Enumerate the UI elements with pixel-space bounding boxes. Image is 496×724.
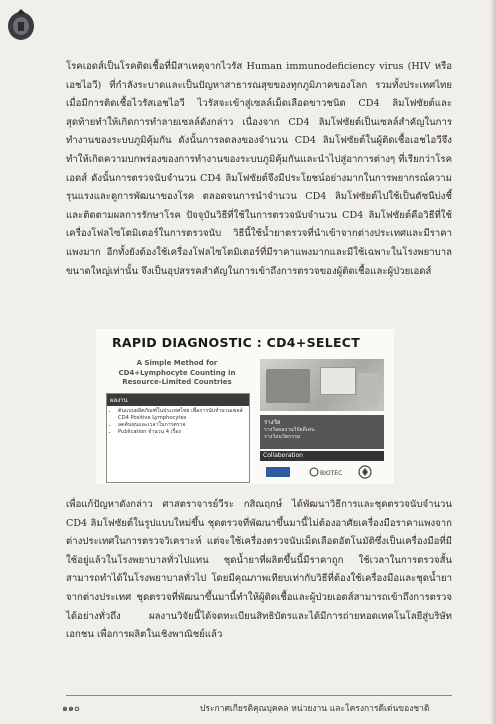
- partner-logo-3-icon: [354, 465, 376, 479]
- footer-text: ประกาศเกียรติคุณบุคคล หน่วยงาน และโครงการดีเด่นของชาติ: [200, 704, 430, 714]
- awards-box: [260, 415, 384, 449]
- results-item: • ลดต้นทุนและเวลาในการตรวจ: [118, 422, 245, 429]
- awards-item: รางวัลนวัตกรรม: [264, 434, 301, 440]
- reagent-bottle-image: [358, 373, 378, 405]
- awards-item: รางวัลผลงานวิจัยดีเด่น: [264, 427, 315, 433]
- poster-subtitle: A Simple Method for CD4+Lymphocyte Counting in Resource-Limited Countries: [118, 359, 236, 386]
- poster-right-column: [260, 359, 384, 481]
- partner-logo-1-icon: [264, 465, 292, 479]
- kit-box-image: [320, 367, 356, 395]
- product-photo: [260, 359, 384, 411]
- awards-box-header: รางวัล: [264, 419, 281, 426]
- body-text-paragraph-1: [66, 58, 452, 281]
- collaboration-label: Collaboration: [260, 451, 384, 461]
- biotec-logo-text: BIOTEC: [320, 470, 343, 477]
- university-seal-icon: [6, 8, 36, 42]
- paragraph-1: โรคเอดส์เป็นโรคติดเชื้อที่มีสาเหตุจากไวรัส Human immunodeficiency virus (HIV หรือเอชไอวี) ที่กำลังระบาดและเป็นปัญหาสาธารณสุขของทุกภูมิภาคของโลก รวมทั้งประเทศไทย เมื่อมีการติดเชื้อไวรัสเอชไอวี ไวรัสจะเข้าสู่เซลล์เม็ดเลือดขาวชนิด CD4 ลิมโฟซัยต์และสุดท้ายทำให้เกิดการทำลายเซลล์ดังกล่าว เนื่องจาก CD4 ลิมโฟซัยต์เป็นเซลล์สำคัญในการทำงานของระบบภูมิคุ้มกัน ดังนั้นการลดลงของจำนวน CD4 ลิมโฟซัยต์ในผู้ติดเชื้อเอชไอวีจึงทำให้เกิดความบกพร่องของการทำงานของระบบภูมิคุ้มกันและนำไปสู่อาการต่างๆ ที่เรียกว่าโรคเอดส์ ดังนั้นการตรวจนับจำนวน CD4 ลิมโฟซัยต์จึงมีประโยชน์อย่างมากในการพยากรณ์ความรุนแรงและดูการพัฒนาของโรค ตลอดจนการนำจำนวน CD4 ลิมโฟซัยต์ไปใช้เป็นดัชนีบ่งชี้และติดตามผลการรักษาโรค ปัจจุบันวิธีที่ใช้ในการตรวจนับจำนวน CD4 ลิมโฟซัยต์คือวิธีที่ใช้เครื่องโฟลไซโตมิเตอร์ในการตรวจนับ วิธีนี้ใช้น้ำยาตรวจที่นำเข้าจากต่างประเทศและมีราคาแพงมาก อีกทั้งยังต้องใช้เครื่องโฟลไซโตมิเตอร์ที่มีราคาแพงมากและมีใช้เฉพาะในโรงพยาบาลขนาดใหญ่เท่านั้น จึงเป็นอุปสรรคสำคัญในการเข้าถึงการตรวจของผู้ติดเชื้อและผู้ป่วยเอดส์: [66, 61, 452, 277]
- results-item: • ต้นแบบผลิตภัณฑ์ในประเทศไทย เพื่อการนับจำนวนเซลล์ CD4 Positive Lymphocytes: [118, 408, 245, 422]
- biotec-logo-icon: [308, 465, 343, 479]
- page-number: ๑๑๐: [62, 703, 80, 714]
- body-text-paragraph-2: [66, 496, 452, 645]
- cd4-select-poster: [96, 329, 394, 484]
- results-item: • Publication จำนวน 4 เรื่อง: [118, 429, 245, 436]
- analyzer-device-image: [266, 369, 310, 403]
- footer-rule: [66, 695, 452, 696]
- partner-logos: [260, 463, 384, 481]
- results-box: [106, 393, 250, 483]
- results-box-header: ผลงาน: [107, 394, 249, 406]
- poster-title: RAPID DIAGNOSTIC : CD4+SELECT: [112, 335, 361, 350]
- paragraph-2: เพื่อแก้ปัญหาดังกล่าว ศาสตราจารย์วีระ กสิณฤกษ์ ได้พัฒนาวิธีการและชุดตรวจนับจำนวน CD4 ลิมโฟซัยต์ในรูปแบบใหม่ขึ้น ชุดตรวจที่พัฒนาขึ้นมานี้ไม่ต้องอาศัยเครื่องมือราคาแพงจากต่างประเทศในการตรวจวิเคราะห์ แต่จะใช้เครื่องตรวจนับเม็ดเลือดอัตโนมัติซึ่งเป็นเครื่องมือที่มีใช้อยู่แล้วในโรงพยาบาลทั่วไปแทน ชุดน้ำยาที่ผลิตขึ้นนี้มีราคาถูก ใช้เวลาในการตรวจสั้น สามารถทำได้ในโรงพยาบาลทั่วไป โดยมีคุณภาพเทียบเท่ากับวิธีที่ต้องใช้เครื่องมือและชุดน้ำยาจากต่างประเทศ ชุดตรวจที่พัฒนาขึ้นมานี้ทำให้ผู้ติดเชื้อและผู้ป่วยเอดส์สามารถเข้าถึงการตรวจได้อย่างทั่วถึง ผลงานวิจัยนี้ได้จดทะเบียนสิทธิบัตรและได้มีการถ่ายทอดเทคโนโลยีสู่บริษัทเอกชน เพื่อการผลิตในเชิงพาณิชย์แล้ว: [66, 499, 452, 641]
